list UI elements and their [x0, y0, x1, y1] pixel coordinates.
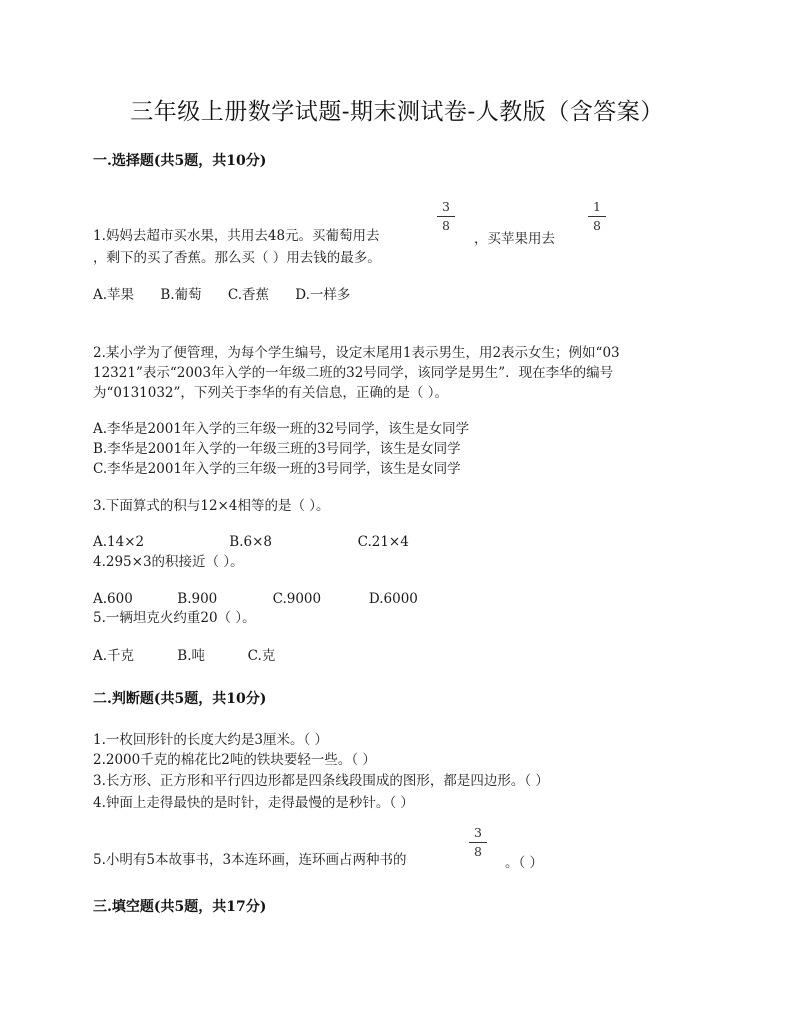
option-a: A.苹果: [93, 287, 135, 303]
question-2-text-line3: 为“0131032”，下列关于李华的有关信息，正确的是（ ）。: [93, 385, 448, 401]
option-d: D.一样多: [295, 287, 351, 303]
question-3-options: [93, 533, 409, 551]
question-2-option-a: A.李华是2001年入学的三年级一班的32号同学，该生是女同学: [93, 421, 470, 437]
question-5-text: 5.一辆坦克火约重20（ ）。: [93, 610, 256, 626]
option-c: C.香蕉: [227, 287, 269, 303]
question-4-options: [93, 590, 418, 608]
option-a: A.千克: [93, 648, 135, 664]
fraction-one-eighth: 1 8: [585, 200, 609, 233]
option-a: A.14×2: [93, 534, 145, 550]
section-heading-fill: 三.填空题(共5题，共17分): [93, 899, 267, 915]
judge-item-4: 4.钟面上走得最快的是时针，走得最慢的是秒针。（ ）: [93, 795, 414, 811]
question-4-text: 4.295×3的积接近（ ）。: [93, 554, 244, 570]
judge-item-1: 1.一枚回形针的长度大约是3厘米。（ ）: [93, 732, 329, 748]
option-a: A.600: [93, 591, 133, 607]
option-b: B.900: [177, 591, 218, 607]
option-c: C.9000: [272, 591, 322, 607]
question-1-options: [93, 286, 350, 304]
section-heading-judge: 二.判断题(共5题，共10分): [93, 691, 267, 707]
question-2-text-line1: 2.某小学为了便管理，为每个学生编号，设定末尾用1表示男生，用2表示女生；例如“03: [93, 345, 620, 361]
question-5-options: [93, 647, 275, 665]
option-b: B.吨: [177, 648, 206, 664]
judge-item-3: 3.长方形、正方形和平行四边形都是四条线段围成的图形，都是四边形。（ ）: [93, 773, 549, 789]
question-2-option-c: C.李华是2001年入学的三年级一班的3号同学，该生是女同学: [93, 461, 461, 477]
question-2-text-line2: 12321”表示“2003年入学的一年级二班的32号同学，该同学是男生”．现在李华的编号: [93, 365, 614, 381]
section-heading-choice: 一.选择题(共5题，共10分): [93, 153, 267, 169]
question-1-text: 1.妈妈去超市买水果，共用去48元。买葡萄用去: [93, 228, 380, 244]
question-2-option-b: B.李华是2001年入学的一年级三班的3号同学，该生是女同学: [93, 441, 461, 457]
question-3-text: 3.下面算式的积与12×4相等的是（ ）。: [93, 498, 330, 514]
option-b: B.6×8: [229, 534, 272, 550]
option-b: B.葡萄: [160, 287, 202, 303]
option-d: D.6000: [368, 591, 418, 607]
fraction-three-eighths: 3 8: [434, 200, 458, 233]
option-c: C.21×4: [357, 534, 409, 550]
judge-item-5-cont: 。（ ）: [505, 855, 544, 871]
judge-item-2: 2.2000千克的棉花比2吨的铁块要轻一些。（ ）: [93, 752, 376, 768]
fraction-three-eighths: 3 8: [466, 826, 490, 859]
question-1-text-line2: ，剩下的买了香蕉。那么买（ ）用去钱的最多。: [93, 250, 381, 266]
option-c: C.克: [247, 648, 276, 664]
page-title: 三年级上册数学试题-期末测试卷-人教版（含答案）: [130, 99, 664, 125]
question-1-text-cont: ，买苹果用去: [474, 231, 555, 247]
judge-item-5: 5.小明有5本故事书，3本连环画，连环画占两种书的: [93, 852, 407, 868]
